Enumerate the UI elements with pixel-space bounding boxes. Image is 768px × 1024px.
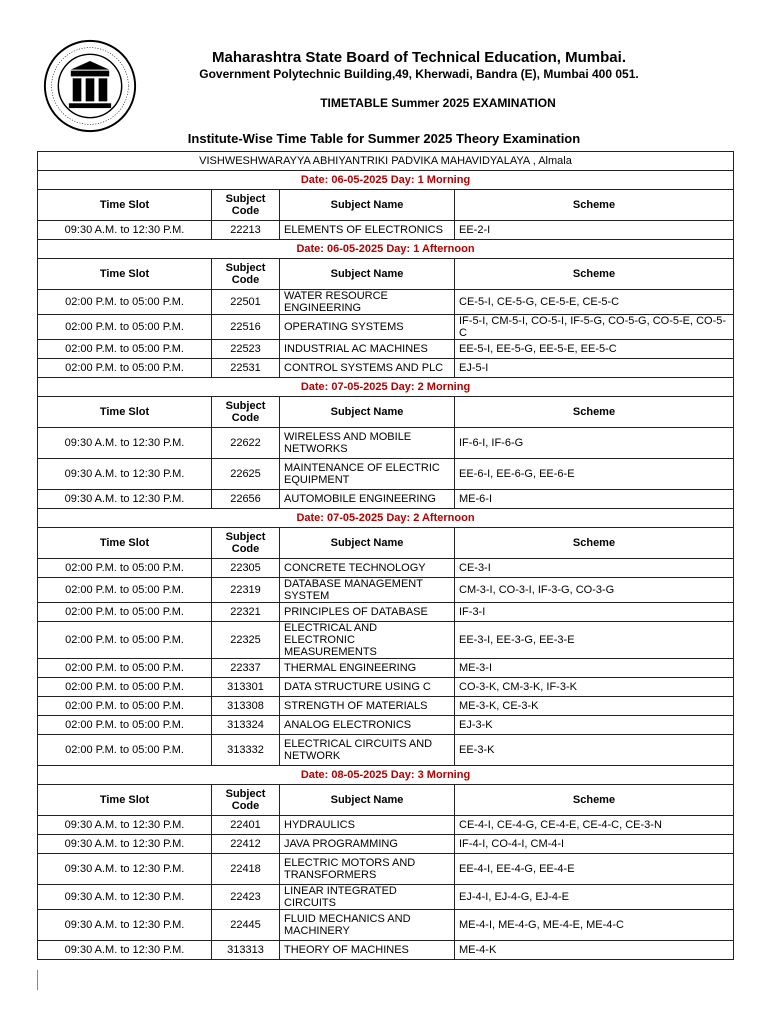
subject-name-cell: ELEMENTS OF ELECTRONICS bbox=[280, 221, 455, 240]
column-header-row bbox=[38, 785, 734, 816]
column-header-row bbox=[38, 528, 734, 559]
time-slot-cell: 02:00 P.M. to 05:00 P.M. bbox=[38, 559, 212, 578]
table-row bbox=[38, 315, 734, 340]
table-row bbox=[38, 678, 734, 697]
subject-code-cell: 22625 bbox=[212, 459, 280, 490]
subject-code-cell: 22319 bbox=[212, 578, 280, 603]
subject-code-cell: 22523 bbox=[212, 340, 280, 359]
time-slot-header: Time Slot bbox=[38, 259, 212, 290]
subject-name-header: Subject Name bbox=[280, 190, 455, 221]
subject-name-header: Subject Name bbox=[280, 397, 455, 428]
subject-code-cell: 22423 bbox=[212, 885, 280, 910]
session-date-label: Date: 08-05-2025 Day: 3 Morning bbox=[38, 766, 734, 785]
table-row bbox=[38, 490, 734, 509]
board-name: Maharashtra State Board of Technical Education, Mumbai. bbox=[212, 49, 626, 66]
subject-name-cell: JAVA PROGRAMMING bbox=[280, 835, 455, 854]
scheme-cell: EJ-3-K bbox=[455, 716, 734, 735]
timetable-title: TIMETABLE Summer 2025 EXAMINATION bbox=[320, 96, 556, 110]
scheme-cell: CE-3-I bbox=[455, 559, 734, 578]
column-header-row bbox=[38, 259, 734, 290]
time-slot-cell: 09:30 A.M. to 12:30 P.M. bbox=[38, 428, 212, 459]
table-row bbox=[38, 816, 734, 835]
time-slot-cell: 02:00 P.M. to 05:00 P.M. bbox=[38, 603, 212, 622]
subject-name-cell: PRINCIPLES OF DATABASE bbox=[280, 603, 455, 622]
scheme-cell: IF-5-I, CM-5-I, CO-5-I, IF-5-G, CO-5-G, CO-5-E, CO-5-C bbox=[455, 315, 734, 340]
subject-code-header: Subject Code bbox=[212, 528, 280, 559]
session-date-row bbox=[38, 171, 734, 190]
subject-name-cell: ANALOG ELECTRONICS bbox=[280, 716, 455, 735]
session-date-label: Date: 07-05-2025 Day: 2 Morning bbox=[38, 378, 734, 397]
table-row bbox=[38, 290, 734, 315]
table-row bbox=[38, 854, 734, 885]
subject-code-cell: 22501 bbox=[212, 290, 280, 315]
time-slot-header: Time Slot bbox=[38, 397, 212, 428]
subject-code-cell: 22445 bbox=[212, 910, 280, 941]
subject-code-cell: 22412 bbox=[212, 835, 280, 854]
subject-code-cell: 22531 bbox=[212, 359, 280, 378]
table-row bbox=[38, 559, 734, 578]
table-row bbox=[38, 716, 734, 735]
column-header-row bbox=[38, 397, 734, 428]
subject-code-cell: 22656 bbox=[212, 490, 280, 509]
session-date-row bbox=[38, 240, 734, 259]
subject-code-cell: 22337 bbox=[212, 659, 280, 678]
scheme-cell: IF-4-I, CO-4-I, CM-4-I bbox=[455, 835, 734, 854]
time-slot-cell: 09:30 A.M. to 12:30 P.M. bbox=[38, 885, 212, 910]
time-slot-cell: 02:00 P.M. to 05:00 P.M. bbox=[38, 359, 212, 378]
table-row bbox=[38, 622, 734, 659]
subject-code-cell: 313313 bbox=[212, 941, 280, 960]
board-address: Government Polytechnic Building,49, Kherwadi, Bandra (E), Mumbai 400 051. bbox=[199, 67, 639, 81]
time-slot-cell: 09:30 A.M. to 12:30 P.M. bbox=[38, 459, 212, 490]
subject-code-cell: 22622 bbox=[212, 428, 280, 459]
document-header bbox=[0, 0, 768, 130]
scheme-header: Scheme bbox=[455, 785, 734, 816]
scheme-cell: CO-3-K, CM-3-K, IF-3-K bbox=[455, 678, 734, 697]
subject-name-cell: CONTROL SYSTEMS AND PLC bbox=[280, 359, 455, 378]
table-row bbox=[38, 835, 734, 854]
scheme-header: Scheme bbox=[455, 397, 734, 428]
table-row bbox=[38, 459, 734, 490]
time-slot-cell: 09:30 A.M. to 12:30 P.M. bbox=[38, 816, 212, 835]
subject-code-header: Subject Code bbox=[212, 785, 280, 816]
scheme-header: Scheme bbox=[455, 259, 734, 290]
session-date-row bbox=[38, 766, 734, 785]
time-slot-header: Time Slot bbox=[38, 190, 212, 221]
time-slot-cell: 02:00 P.M. to 05:00 P.M. bbox=[38, 578, 212, 603]
subject-code-header: Subject Code bbox=[212, 259, 280, 290]
subject-name-cell: OPERATING SYSTEMS bbox=[280, 315, 455, 340]
time-slot-cell: 02:00 P.M. to 05:00 P.M. bbox=[38, 622, 212, 659]
page-edge-line bbox=[37, 970, 38, 990]
subject-name-cell: THERMAL ENGINEERING bbox=[280, 659, 455, 678]
time-slot-cell: 09:30 A.M. to 12:30 P.M. bbox=[38, 221, 212, 240]
table-row bbox=[38, 359, 734, 378]
subject-code-cell: 22401 bbox=[212, 816, 280, 835]
subject-name-cell: INDUSTRIAL AC MACHINES bbox=[280, 340, 455, 359]
subject-name-cell: DATA STRUCTURE USING C bbox=[280, 678, 455, 697]
time-slot-cell: 09:30 A.M. to 12:30 P.M. bbox=[38, 835, 212, 854]
subject-code-cell: 313308 bbox=[212, 697, 280, 716]
table-row bbox=[38, 735, 734, 766]
subject-code-header: Subject Code bbox=[212, 397, 280, 428]
time-slot-cell: 02:00 P.M. to 05:00 P.M. bbox=[38, 340, 212, 359]
subject-code-header: Subject Code bbox=[212, 190, 280, 221]
table-row bbox=[38, 340, 734, 359]
table-row bbox=[38, 885, 734, 910]
scheme-cell: EJ-4-I, EJ-4-G, EJ-4-E bbox=[455, 885, 734, 910]
timetable-table bbox=[37, 151, 734, 960]
scheme-cell: EE-3-I, EE-3-G, EE-3-E bbox=[455, 622, 734, 659]
time-slot-header: Time Slot bbox=[38, 785, 212, 816]
scheme-cell: EE-2-I bbox=[455, 221, 734, 240]
subject-name-header: Subject Name bbox=[280, 785, 455, 816]
time-slot-cell: 09:30 A.M. to 12:30 P.M. bbox=[38, 910, 212, 941]
time-slot-cell: 02:00 P.M. to 05:00 P.M. bbox=[38, 290, 212, 315]
scheme-cell: EE-4-I, EE-4-G, EE-4-E bbox=[455, 854, 734, 885]
table-row bbox=[38, 659, 734, 678]
subject-code-cell: 22321 bbox=[212, 603, 280, 622]
subject-name-cell: MAINTENANCE OF ELECTRIC EQUIPMENT bbox=[280, 459, 455, 490]
scheme-cell: IF-6-I, IF-6-G bbox=[455, 428, 734, 459]
session-date-label: Date: 07-05-2025 Day: 2 Afternoon bbox=[38, 509, 734, 528]
scheme-cell: ME-4-K bbox=[455, 941, 734, 960]
session-date-row bbox=[38, 509, 734, 528]
subject-name-cell: DATABASE MANAGEMENT SYSTEM bbox=[280, 578, 455, 603]
subject-name-cell: FLUID MECHANICS AND MACHINERY bbox=[280, 910, 455, 941]
time-slot-cell: 02:00 P.M. to 05:00 P.M. bbox=[38, 697, 212, 716]
scheme-cell: ME-6-I bbox=[455, 490, 734, 509]
scheme-cell: ME-4-I, ME-4-G, ME-4-E, ME-4-C bbox=[455, 910, 734, 941]
time-slot-cell: 09:30 A.M. to 12:30 P.M. bbox=[38, 490, 212, 509]
subject-code-cell: 22418 bbox=[212, 854, 280, 885]
time-slot-header: Time Slot bbox=[38, 528, 212, 559]
table-row bbox=[38, 578, 734, 603]
scheme-header: Scheme bbox=[455, 528, 734, 559]
scheme-cell: EE-5-I, EE-5-G, EE-5-E, EE-5-C bbox=[455, 340, 734, 359]
column-header-row bbox=[38, 190, 734, 221]
subject-name-cell: AUTOMOBILE ENGINEERING bbox=[280, 490, 455, 509]
subject-code-cell: 313324 bbox=[212, 716, 280, 735]
subject-name-cell: WATER RESOURCE ENGINEERING bbox=[280, 290, 455, 315]
session-date-label: Date: 06-05-2025 Day: 1 Afternoon bbox=[38, 240, 734, 259]
scheme-cell: CE-5-I, CE-5-G, CE-5-E, CE-5-C bbox=[455, 290, 734, 315]
scheme-cell: EE-3-K bbox=[455, 735, 734, 766]
scheme-cell: IF-3-I bbox=[455, 603, 734, 622]
subject-name-cell: ELECTRICAL CIRCUITS AND NETWORK bbox=[280, 735, 455, 766]
session-date-row bbox=[38, 378, 734, 397]
institute-name: VISHWESHWARAYYA ABHIYANTRIKI PADVIKA MAHAVIDYALAYA , Almala bbox=[38, 152, 734, 171]
time-slot-cell: 02:00 P.M. to 05:00 P.M. bbox=[38, 315, 212, 340]
time-slot-cell: 02:00 P.M. to 05:00 P.M. bbox=[38, 678, 212, 697]
table-row bbox=[38, 221, 734, 240]
table-row bbox=[38, 910, 734, 941]
subject-name-cell: WIRELESS AND MOBILE NETWORKS bbox=[280, 428, 455, 459]
table-row bbox=[38, 697, 734, 716]
time-slot-cell: 02:00 P.M. to 05:00 P.M. bbox=[38, 716, 212, 735]
subject-name-cell: CONCRETE TECHNOLOGY bbox=[280, 559, 455, 578]
table-row bbox=[38, 603, 734, 622]
subject-code-cell: 22516 bbox=[212, 315, 280, 340]
subject-name-cell: LINEAR INTEGRATED CIRCUITS bbox=[280, 885, 455, 910]
scheme-header: Scheme bbox=[455, 190, 734, 221]
subject-name-header: Subject Name bbox=[280, 259, 455, 290]
table-row bbox=[38, 941, 734, 960]
time-slot-cell: 09:30 A.M. to 12:30 P.M. bbox=[38, 854, 212, 885]
subject-name-cell: ELECTRICAL AND ELECTRONIC MEASUREMENTS bbox=[280, 622, 455, 659]
subject-code-cell: 22213 bbox=[212, 221, 280, 240]
subject-name-header: Subject Name bbox=[280, 528, 455, 559]
table-row bbox=[38, 428, 734, 459]
subject-name-cell: HYDRAULICS bbox=[280, 816, 455, 835]
time-slot-cell: 02:00 P.M. to 05:00 P.M. bbox=[38, 735, 212, 766]
subject-code-cell: 22305 bbox=[212, 559, 280, 578]
scheme-cell: CE-4-I, CE-4-G, CE-4-E, CE-4-C, CE-3-N bbox=[455, 816, 734, 835]
subject-code-cell: 22325 bbox=[212, 622, 280, 659]
time-slot-cell: 02:00 P.M. to 05:00 P.M. bbox=[38, 659, 212, 678]
subject-name-cell: ELECTRIC MOTORS AND TRANSFORMERS bbox=[280, 854, 455, 885]
subject-code-cell: 313301 bbox=[212, 678, 280, 697]
scheme-cell: ME-3-I bbox=[455, 659, 734, 678]
subject-name-cell: THEORY OF MACHINES bbox=[280, 941, 455, 960]
session-date-label: Date: 06-05-2025 Day: 1 Morning bbox=[38, 171, 734, 190]
subject-code-cell: 313332 bbox=[212, 735, 280, 766]
subject-name-cell: STRENGTH OF MATERIALS bbox=[280, 697, 455, 716]
page-title: Institute-Wise Time Table for Summer 2025 Theory Examination bbox=[187, 131, 581, 146]
scheme-cell: ME-3-K, CE-3-K bbox=[455, 697, 734, 716]
time-slot-cell: 09:30 A.M. to 12:30 P.M. bbox=[38, 941, 212, 960]
scheme-cell: EJ-5-I bbox=[455, 359, 734, 378]
scheme-cell: CM-3-I, CO-3-I, IF-3-G, CO-3-G bbox=[455, 578, 734, 603]
institute-row bbox=[38, 152, 734, 171]
scheme-cell: EE-6-I, EE-6-G, EE-6-E bbox=[455, 459, 734, 490]
